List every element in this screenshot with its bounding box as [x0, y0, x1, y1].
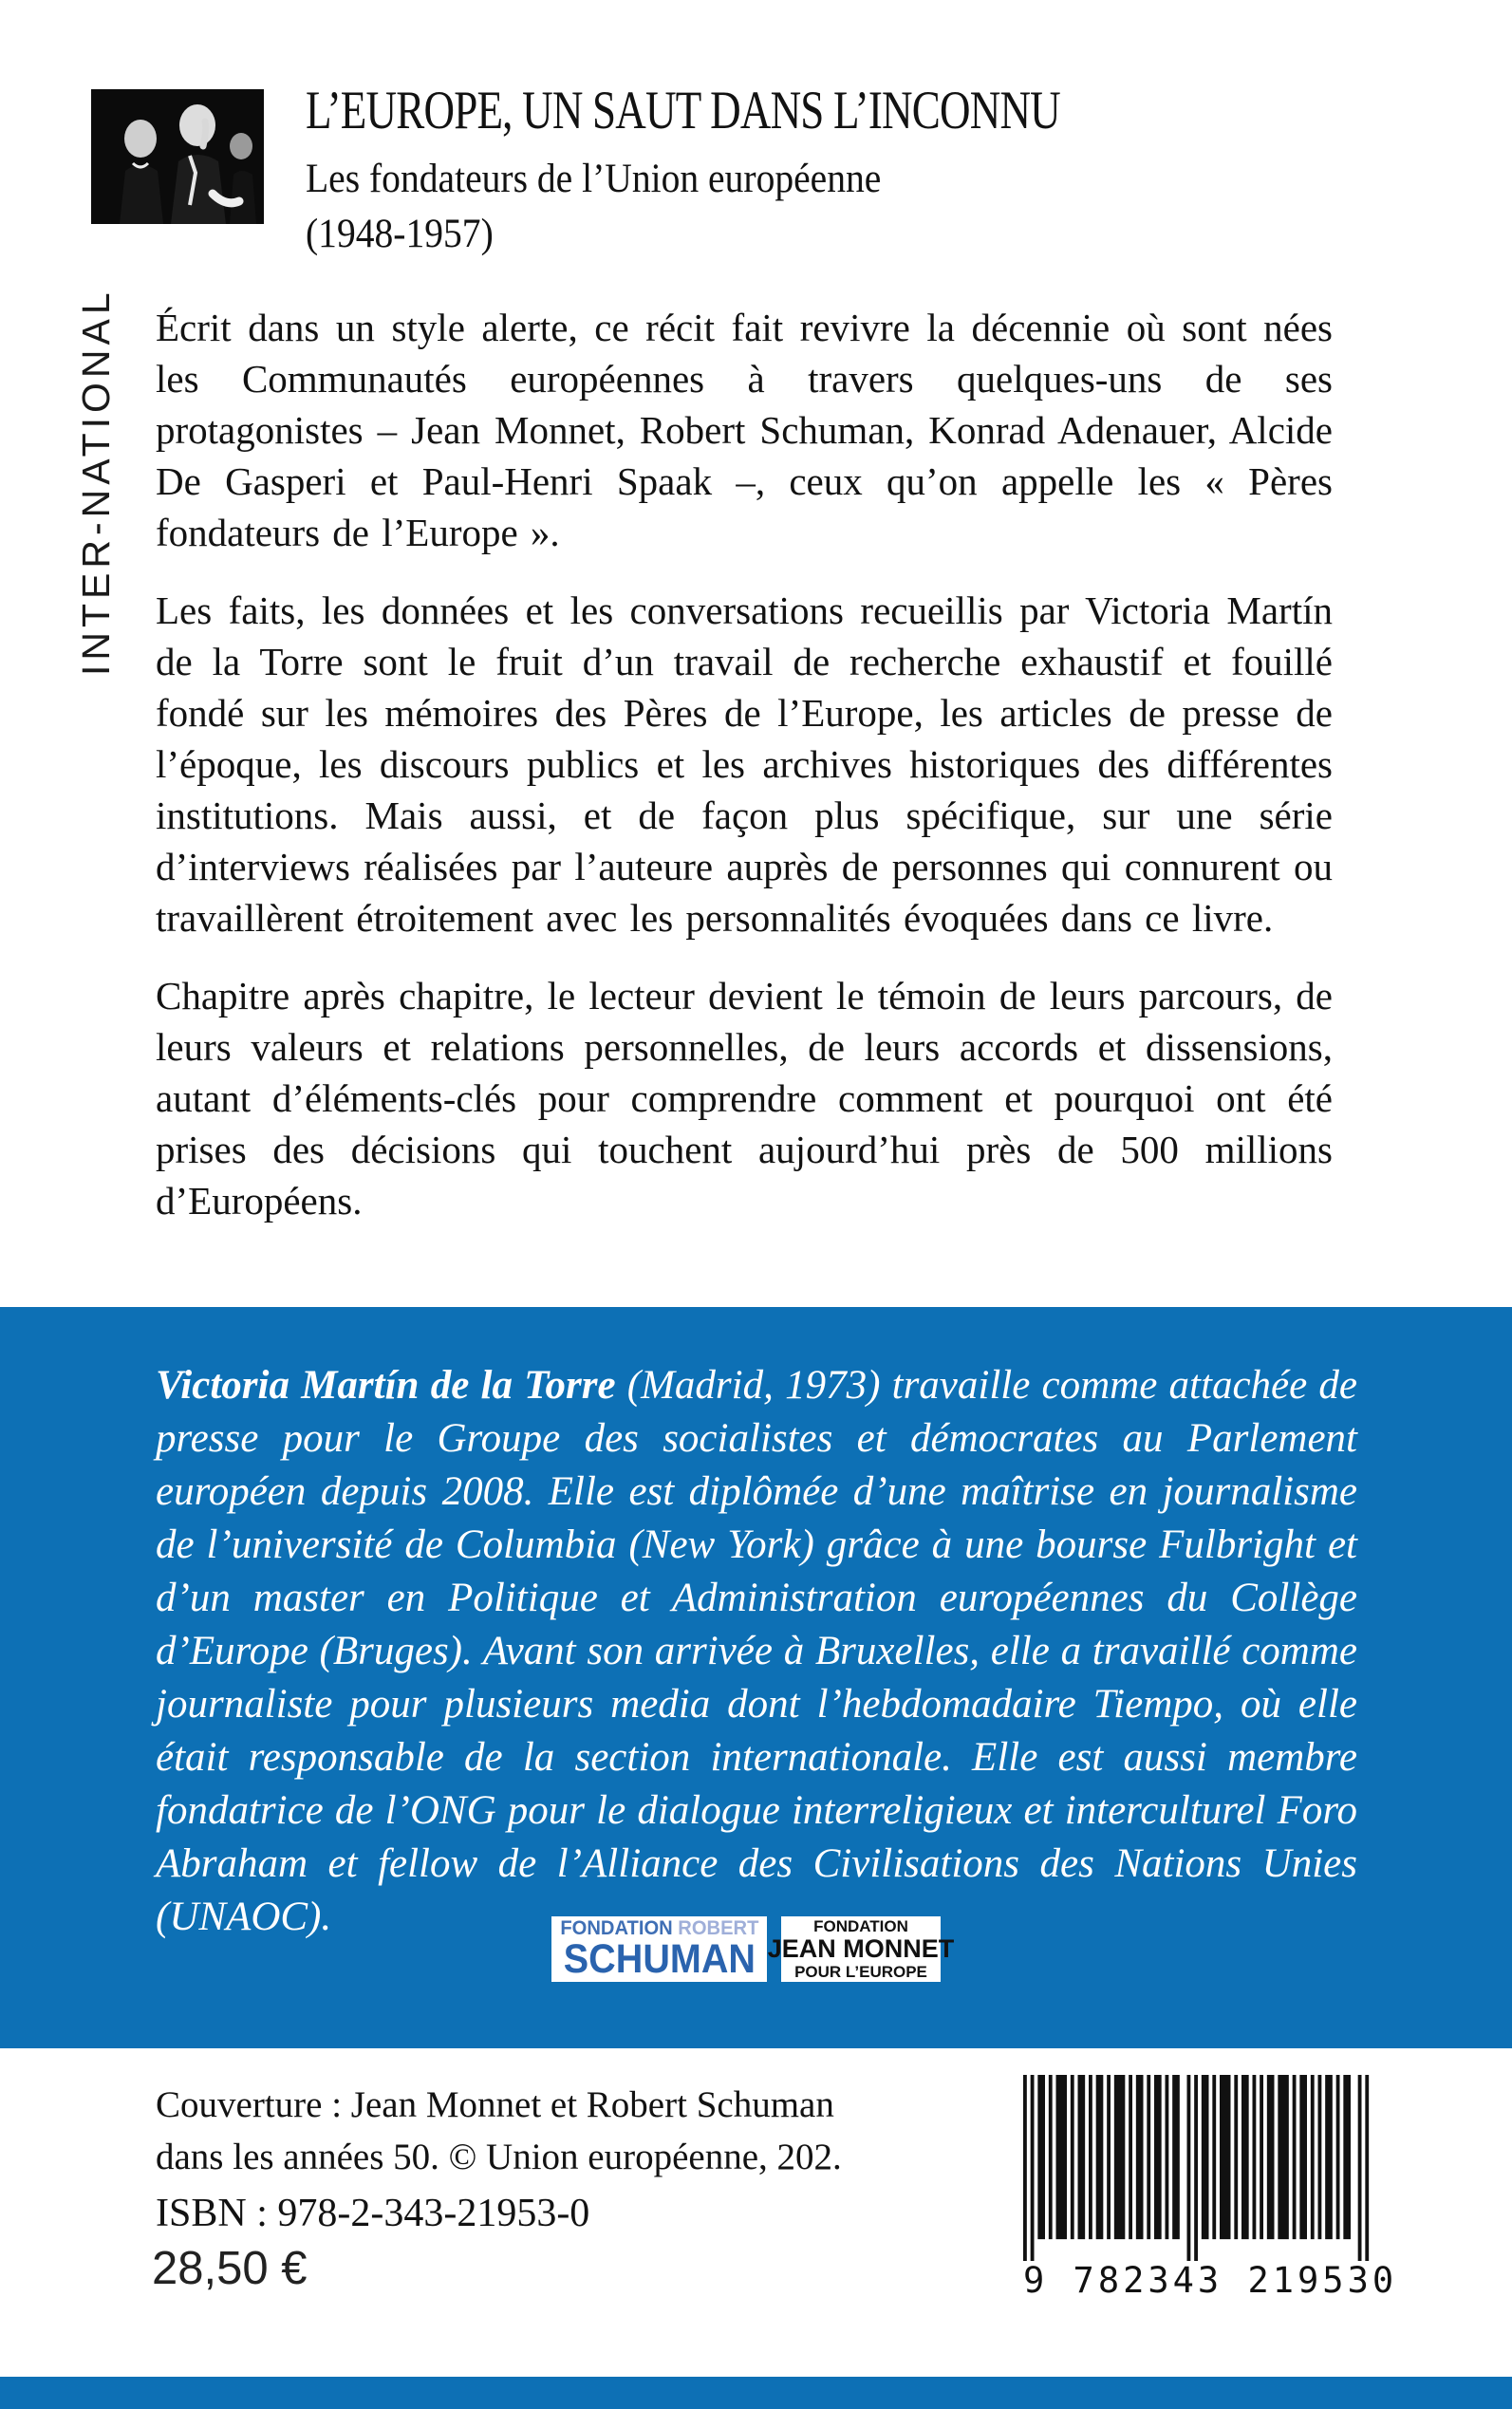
- header: [306, 81, 1260, 256]
- price: 28,50 €: [152, 2243, 308, 2294]
- book-title: L’EUROPE, UN SAUT DANS L’INCONNU: [306, 81, 1060, 140]
- author-bio-text: (Madrid, 1973) travaille comme attachée de presse pour le Groupe des socialistes et démocrates au Parlement européen depuis 2008. Elle est diplômée d’une maîtrise en journalisme de l’université de Columbia (New York) grâce à une bourse Fulbright et d’un master en Politique et Administration européennes du Collège d’Europe (Bruges). Avant son arrivée à Bruxelles, elle a travaillé comme journaliste pour plusieurs media dont l’hebdomadaire Tiempo, où elle était responsable de la section internationale. Elle est aussi membre fondatrice de l’ONG pour le dialogue interreligieux et interculturel Foro Abraham et fellow de l’Alliance des Civilisations des Nations Unies (UNAOC).: [156, 1363, 1358, 1939]
- fondation-jean-monnet-logo: [767, 1916, 955, 1982]
- paragraph-1: Écrit dans un style alerte, ce récit fait revivre la décennie où sont nées les Communautés européennes à travers quelques-uns de ses protagonistes – Jean Monnet, Robert Schuman, Konrad Adenauer, Alcide De Gasperi et Paul-Henri Spaak –, ceux qu’on appelle les « Pères fondateurs de l’Europe ».: [156, 306, 1333, 554]
- schuman-logo-robert: ROBERT: [677, 1917, 759, 1939]
- book-subtitle: Les fondateurs de l’Union européenne: [306, 157, 882, 201]
- paragraph-3: Chapitre après chapitre, le lecteur devient le témoin de leurs parcours, de leurs valeurs et relations personnelles, de leurs accords et dissensions, autant d’éléments-clés pour comprendre comment et pourquoi ont été prises des décisions qui touchent aujourd’hui près de 500 millions d’Européens.: [156, 974, 1333, 1223]
- schuman-logo-fondation: FONDATION: [559, 1917, 673, 1939]
- barcode-bars: [1023, 2075, 1372, 2261]
- book-dates: (1948-1957): [306, 212, 494, 256]
- monnet-logo-jean-monnet: JEAN MONNET: [767, 1934, 955, 1963]
- cover-credit: [156, 2079, 842, 2183]
- author-bio-band: [0, 1307, 1512, 2048]
- monnet-logo-fondation: FONDATION: [813, 1917, 908, 1935]
- author-name: Victoria Martín de la Torre: [156, 1363, 616, 1408]
- barcode: [1023, 2075, 1398, 2301]
- cover-credit-line2: dans les années 50. © Union européenne, 202.: [156, 2137, 842, 2177]
- monnet-logo-pour-europe: POUR L’EUROPE: [794, 1963, 927, 1981]
- cover-photo: [91, 89, 264, 224]
- isbn: ISBN : 978-2-343-21953-0: [156, 2192, 590, 2235]
- collection-label: INTER-NATIONAL: [74, 288, 118, 676]
- schuman-logo-schuman: SCHUMAN: [563, 1936, 756, 1982]
- photo-art: [91, 89, 264, 224]
- author-bio: [156, 1359, 1357, 1944]
- fondation-robert-schuman-logo: [551, 1916, 767, 1982]
- bottom-blue-strip: [0, 2377, 1512, 2409]
- barcode-digits: 9 782343 219530: [1023, 2260, 1398, 2301]
- back-cover-text: [156, 302, 1333, 1253]
- paragraph-2: Les faits, les données et les conversations recueillis par Victoria Martín de la Torre sont le fruit d’un travail de recherche exhaustif et fouillé fondé sur les mémoires des Pères de l’Europe, les articles de presse de l’époque, les discours publics et les archives historiques des différentes institutions. Mais aussi, et de façon plus spécifique, sur une série d’interviews réalisées par l’auteure auprès de personnes qui connurent ou travaillèrent étroitement avec les personnalités évoquées dans ce livre.: [156, 588, 1333, 940]
- cover-credit-line1: Couverture : Jean Monnet et Robert Schuman: [156, 2084, 834, 2125]
